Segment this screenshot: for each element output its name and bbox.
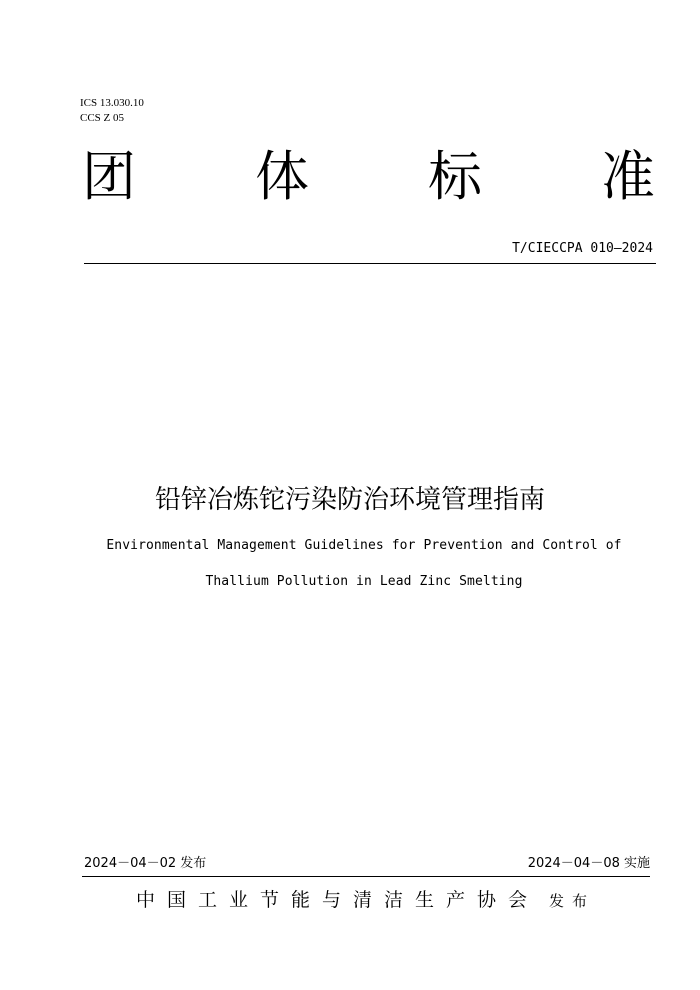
implementation-date: 2024－04－08 实施	[527, 856, 650, 871]
ics-code: ICS 13.030.10	[80, 97, 144, 109]
date-row	[84, 852, 650, 871]
publisher-name: 中国工业节能与清洁生产协会	[136, 889, 540, 911]
publisher-suffix: 发布	[549, 892, 596, 910]
document-title-english-line1: Environmental Management Guidelines for Prevention and Control of	[106, 538, 622, 553]
standard-number: T/CIECCPA 010—2024	[512, 241, 653, 256]
banner-char-3: 标	[428, 145, 482, 208]
document-title-chinese: 铅锌冶炼铊污染防治环境管理指南	[154, 485, 545, 515]
ccs-code: CCS Z 05	[80, 112, 125, 124]
document-title-english-line2: Thallium Pollution in Lead Zinc Smelting	[205, 574, 523, 589]
top-divider	[84, 263, 656, 264]
banner-char-4: 准	[601, 145, 655, 208]
issue-date: 2024－04－02 发布	[84, 856, 207, 871]
classification-codes	[80, 96, 144, 126]
standard-type-banner	[82, 142, 655, 212]
banner-char-2: 体	[255, 145, 309, 208]
publisher-line	[136, 885, 595, 912]
banner-char-1: 团	[82, 145, 136, 208]
bottom-divider	[82, 876, 650, 877]
